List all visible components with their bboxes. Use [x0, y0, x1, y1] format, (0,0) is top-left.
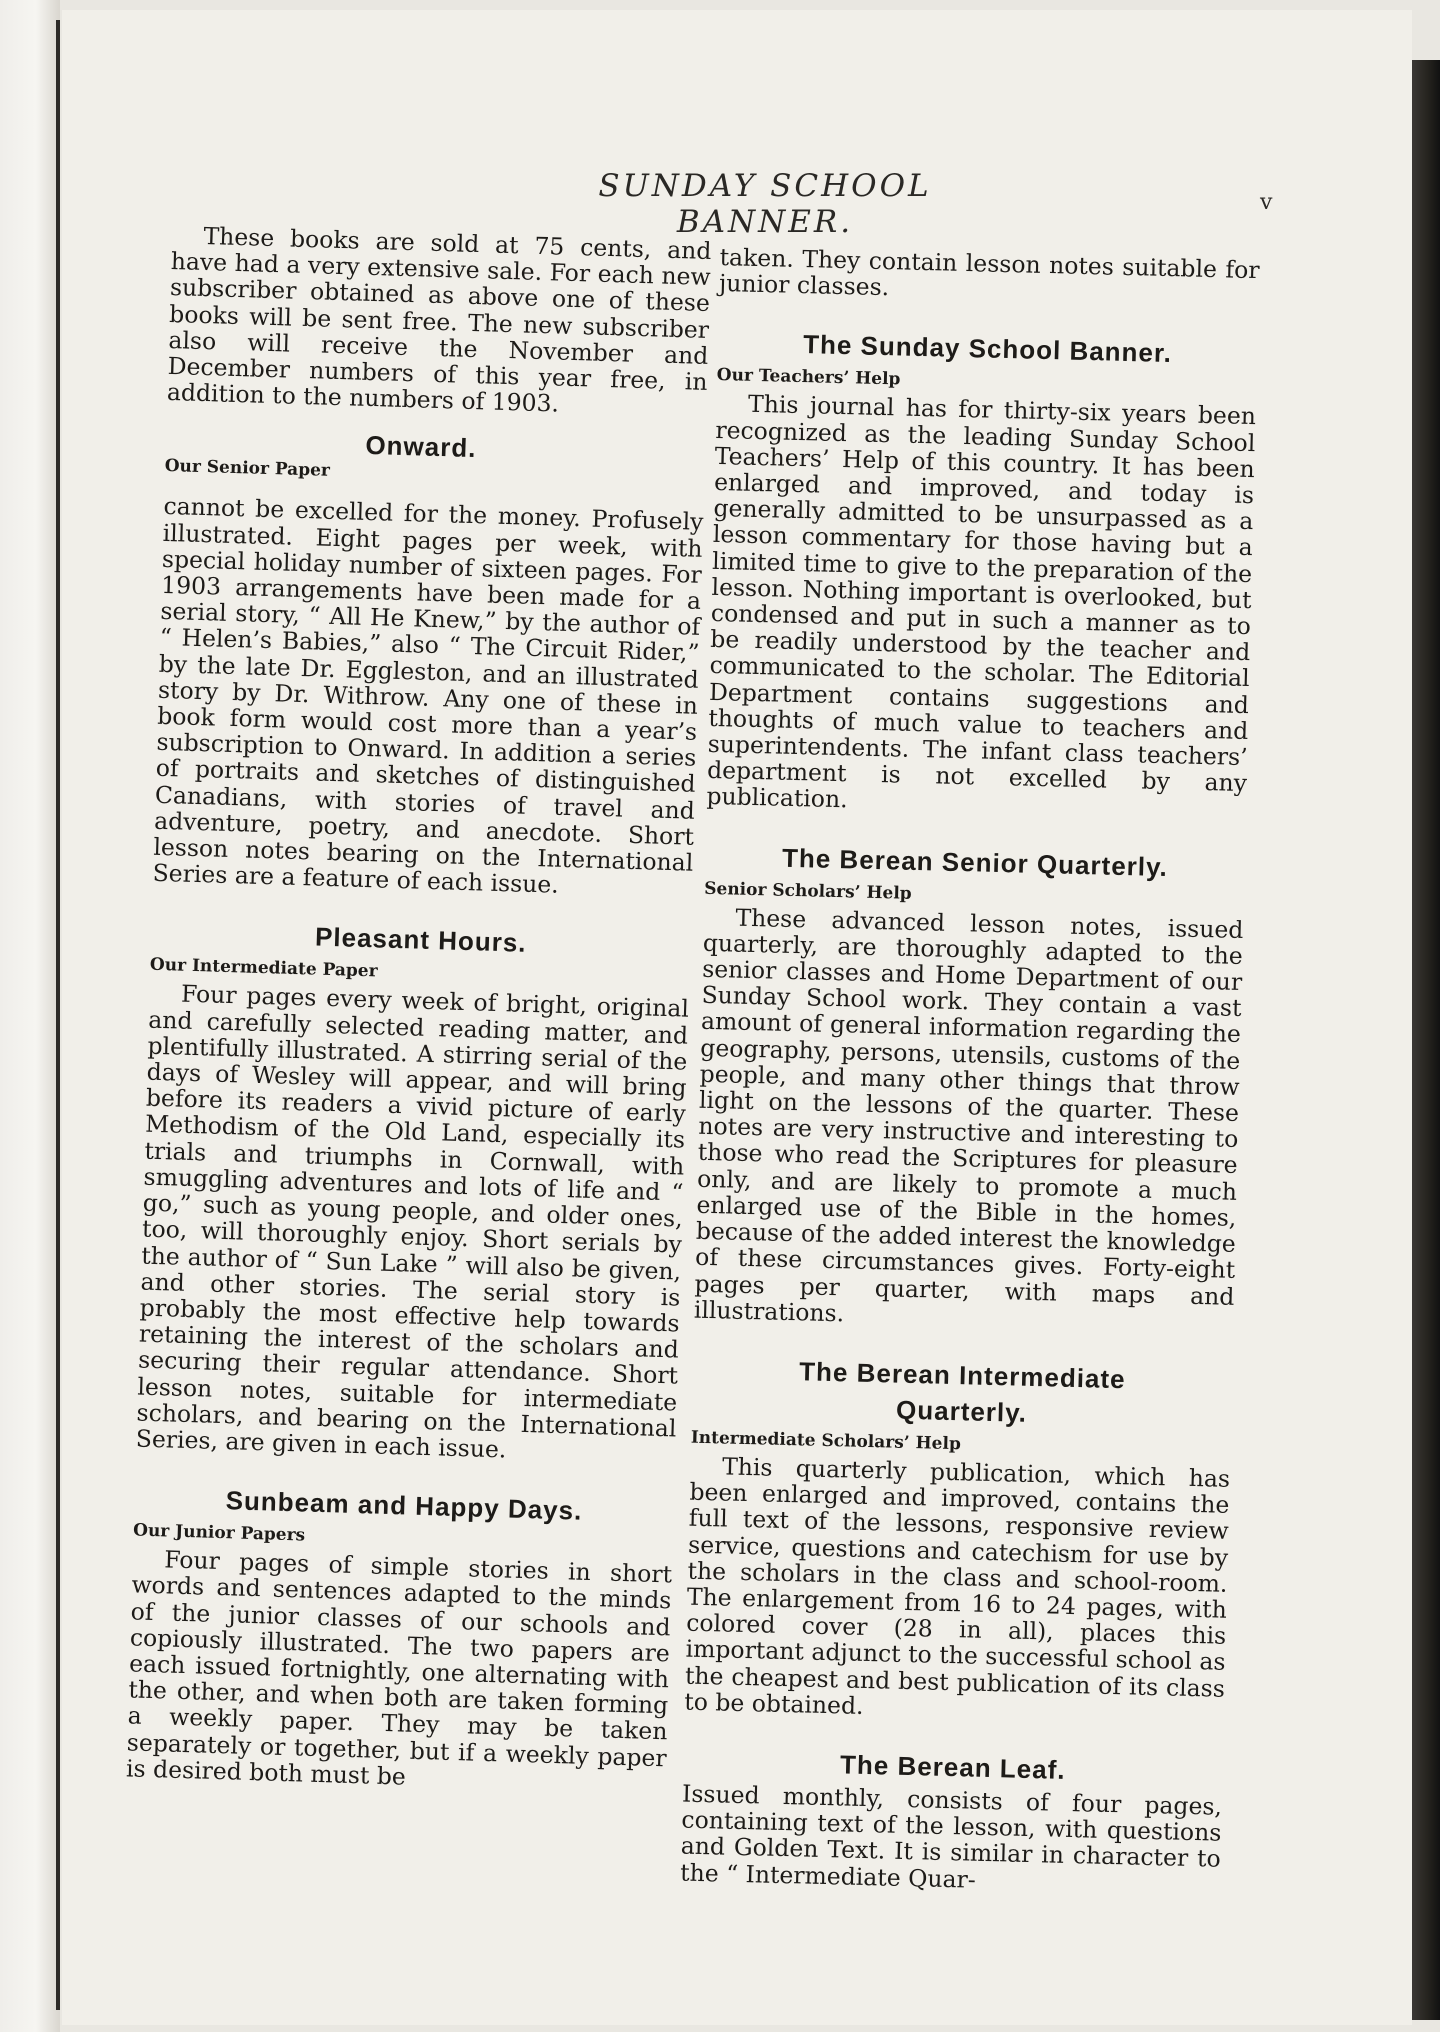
sunbeam-heading: Sunbeam and Happy Days.	[225, 1485, 583, 1526]
berean-intermediate-heading-line2: Quarterly.	[895, 1394, 1028, 1428]
sunbeam-subheading: Our Junior Papers	[132, 1520, 306, 1546]
intro-paragraph: These books are sold at 75 cents, and have had a very extensive sale. For each new subscriber obtained as above one of these books will be sent free. The new subscriber also will receive the November and December numbers of this year free, in addition to the numbers of 1903.	[166, 221, 712, 418]
onward-body: cannot be excelled for the money. Profusely illustrated. Eight pages per week, with special holiday number of sixteen pages. For 1903 arrangements have been made for a serial story, “ All He Knew,” by the author of “ Helen’s Babies,” also “ The Circuit Rider,” by the late Dr. Eggleston, and an illustrated story by Dr. Withrow. Any one of these in book form would cost more than a year’s subscription to Onward. In addition a series of portraits and sketches of distinguished Canadians, with stories of travel and adventure, poetry, and anecdote. Short lesson notes bearing on the International Series are a feature of each issue.	[152, 492, 704, 900]
right-column	[680, 244, 1260, 1898]
onward-subheading: Our Senior Paper	[164, 456, 331, 482]
left-page-edge	[0, 0, 60, 2032]
berean-leaf-body: Issued monthly, consists of four pages, containing text of the lesson, with questions and Golden Text. It is similar in character to the “ Intermediate Quar-	[679, 1779, 1223, 1894]
berean-intermediate-subheading: Intermediate Scholars’ Help	[690, 1427, 962, 1455]
right-page-edge	[1412, 60, 1440, 2020]
berean-senior-body: These advanced lesson notes, issued quarterly, are thoroughly adapted to the senior classes and Home Department of our Sunday School work. They contain a vast amount of general information regarding the geography, persons, utensils, customs of the people, and many other things that throw light on the lessons of the quarter. These notes are very instructive and interesting to those who read the Scriptures for pleasure only, and are likely to promote a much enlarged use of the Bible in the homes, because of the added interest the knowledge of these circumstances gives. Forty-eight pages per quarter, with maps and illustrations.	[693, 903, 1244, 1328]
running-header: SUNDAY SCHOOL BANNER.	[598, 168, 932, 240]
onward-heading: Onward.	[365, 430, 477, 464]
berean-senior-subheading: Senior Scholars’ Help	[704, 878, 912, 904]
berean-intermediate-heading-line1: The Berean Intermediate	[798, 1356, 1126, 1395]
page-number: v	[1260, 190, 1273, 215]
book-spine-shadow	[56, 20, 60, 2010]
berean-senior-heading: The Berean Senior Quarterly.	[781, 842, 1169, 882]
banner-body: This journal has for thirty-six years been recognized as the leading Sunday School Teachers’ Help of this country. It has been enlarged and improved, and today is generally admitted to be unsurpassed as a lesson commentary for those having but a limited time to give to the preparation of the lesson. Nothing important is overlooked, but condensed and put in such a manner as to be readily understood by the teacher and communicated to the scholar. The Editorial Department contains suggestions and thoughts of much value to teachers and superintendents. The infant class teachers’ department is not excelled by any publication.	[706, 390, 1257, 814]
pleasant-hours-subheading: Our Intermediate Paper	[149, 955, 378, 982]
pleasant-hours-body: Four pages every week of bright, original and carefully selected reading matter, and plentifully illustrated. A stirring serial of the days of Wesley will appear, and will bring before its readers a vivid picture of early Methodism of the Old Land, especially its trials and triumphs in Cornwall, with smuggling adventures and lots of life and “ go,” such as young people, and older ones, too, will thoroughly enjoy. Short serials by the author of “ Sun Lake ” will also be given, and other stories. The serial story is probably the most effective help towards retaining the interest of the scholars and securing their regular attendance. Short lesson notes, suitable for intermediate scholars, and bearing on the International Series, are given in each issue.	[135, 980, 690, 1464]
banner-heading: The Sunday School Banner.	[802, 329, 1173, 369]
continuation-paragraph: taken. They contain lesson notes suitable for junior classes.	[718, 243, 1260, 302]
berean-leaf-heading: The Berean Leaf.	[839, 1749, 1066, 1785]
banner-subheading: Our Teachers’ Help	[716, 365, 901, 390]
sunbeam-body: Four pages of simple stories in short words and sentences adapted to the minds of the junior classes of our schools and copiously illustrated. The two papers are each issued fortnightly, one alternating with the other, and when both are taken forming a weekly paper. They may be taken separately or together, but if a weekly paper is desired both must be	[125, 1545, 673, 1791]
pleasant-hours-heading: Pleasant Hours.	[314, 922, 527, 959]
left-column	[126, 222, 712, 1797]
berean-intermediate-body: This quarterly publication, which has been enlarged and improved, contains the full text of the lessons, responsive review service, questions and catechism for use by the scholars in the class and school-room. The enlargement from 16 to 24 pages, with colored cover (28 in all), places this important adjunct to the successful school as the cheapest and best publication of its class to be obtained.	[684, 1452, 1231, 1720]
